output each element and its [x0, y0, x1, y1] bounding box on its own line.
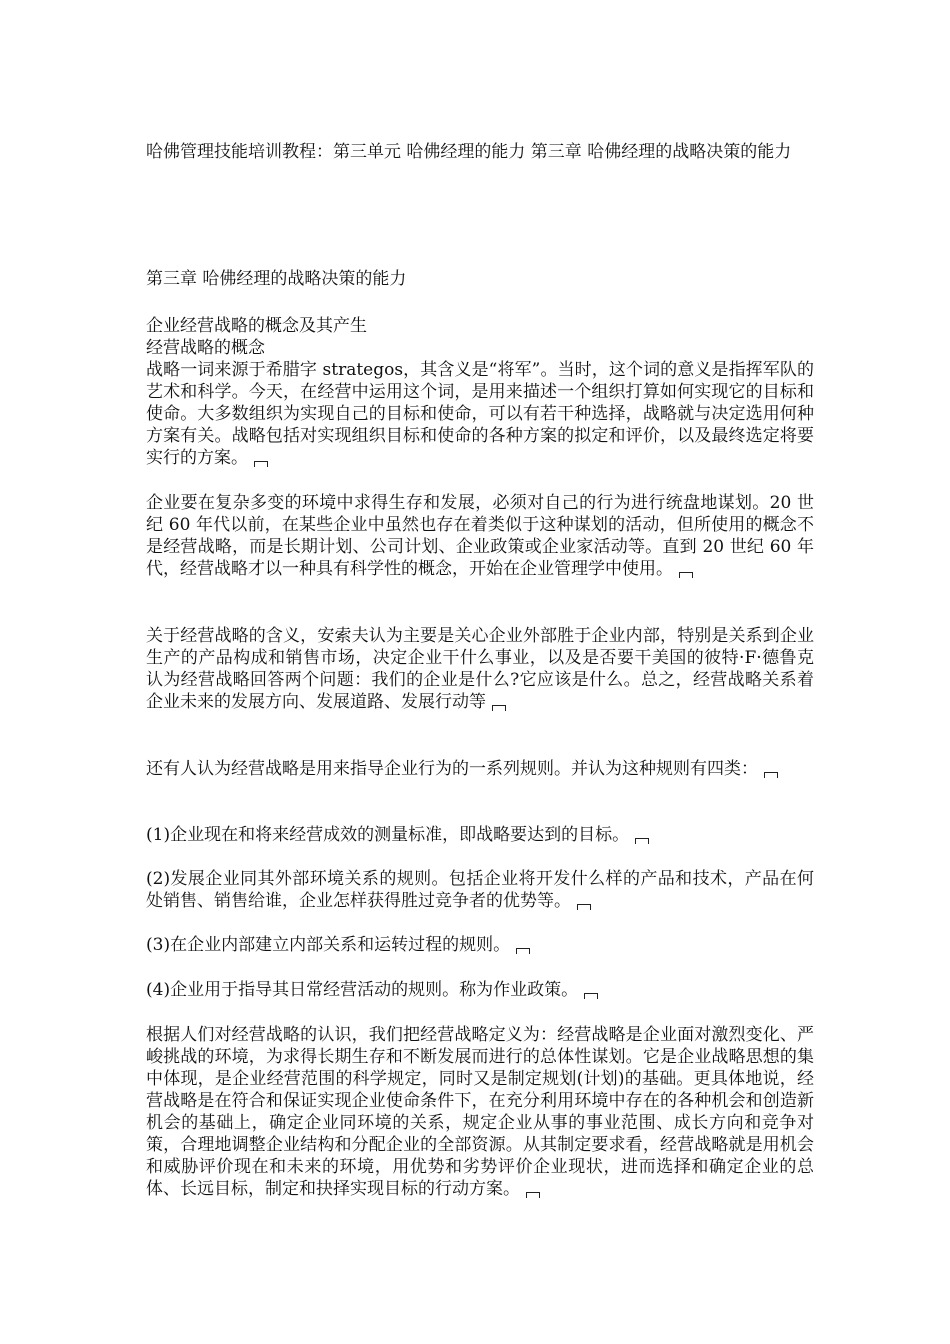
document-title: 哈佛管理技能培训教程：第三单元 哈佛经理的能力 第三章 哈佛经理的战略决策的能力 [146, 142, 792, 162]
paragraph-2: 企业要在复杂多变的环境中求得生存和发展，必须对自己的行为进行统盘地谋划。20 世纪 60 年代以前，在某些企业中虽然也存在着类似于这种谋划的活动，但所使用的概念不是经营战略，而是长期计划、公司计划、企业政策或企业家活动等。直到 20 世纪 60 年代，经营战略才以一种具有科学性的概念，开始在企业管理学中使用。 [146, 493, 814, 579]
return-mark-icon [584, 993, 598, 999]
paragraph-5: (1)企业现在和将来经营成效的测量标准，即战略要达到的目标。 [146, 824, 814, 846]
paragraph-1: 战略一词来源于希腊字 strategos，其含义是“将军”。当时，这个词的意义是指挥军队的艺术和科学。今天，在经营中运用这个词，是用来描述一个组织打算如何实现它的目标和使命。大多数组织为实现自己的目标和使命，可以有若干种选择，战略就与决定选用何种方案有关。战略包括对实现组织目标和使命的各种方案的拟定和评价，以及最终选定将要实行的方案。 [146, 360, 814, 468]
return-mark-icon [635, 838, 649, 844]
paragraph-7: (3)在企业内部建立内部关系和运转过程的规则。 [146, 934, 814, 956]
paragraph-4: 还有人认为经营战略是用来指导企业行为的一系列规则。并认为这种规则有四类： [146, 758, 814, 780]
subsection-heading: 经营战略的概念 [146, 338, 265, 358]
return-mark-icon [764, 772, 778, 778]
paragraph-8: (4)企业用于指导其日常经营活动的规则。称为作业政策。 [146, 979, 814, 1001]
paragraph-9: 根据人们对经营战略的认识，我们把经营战略定义为：经营战略是企业面对激烈变化、严峻挑战的环境，为求得长期生存和不断发展而进行的总体性谋划。它是企业战略思想的集中体现，是企业经营范围的科学规定，同时又是制定规划(计划)的基础。更具体地说，经营战略是在符合和保证实现企业使命条件下，在充分利用环境中存在的各种机会和创造新机会的基础上，确定企业同环境的关系，规定企业从事的事业范围、成长方向和竞争对策，合理地调整企业结构和分配企业的全部资源。从其制定要求看，经营战略就是用机会和威胁评价现在和未来的环境，用优势和劣势评价企业现状，进而选择和确定企业的总体、长远目标，制定和抉择实现目标的行动方案。 [146, 1025, 814, 1199]
paragraph-3: 关于经营战略的含义，安索夫认为主要是关心企业外部胜于企业内部，特别是关系到企业生产的产品构成和销售市场，决定企业干什么事业，以及是否要干美国的彼特·F·德鲁克认为经营战略回答两个问题：我们的企业是什么?它应该是什么。总之，经营战略关系着企业未来的发展方向、发展道路、发展行动等 [146, 626, 814, 712]
chapter-heading: 第三章 哈佛经理的战略决策的能力 [146, 269, 407, 289]
return-mark-icon [516, 948, 530, 954]
return-mark-icon [526, 1192, 540, 1198]
return-mark-icon [577, 904, 591, 910]
return-mark-icon [679, 572, 693, 578]
section-heading: 企业经营战略的概念及其产生 [146, 316, 367, 336]
paragraph-6: (2)发展企业同其外部环境关系的规则。包括企业将开发什么样的产品和技术，产品在何处销售、销售给谁，企业怎样获得胜过竞争者的优势等。 [146, 869, 814, 911]
return-mark-icon [254, 461, 268, 467]
return-mark-icon [492, 705, 506, 711]
